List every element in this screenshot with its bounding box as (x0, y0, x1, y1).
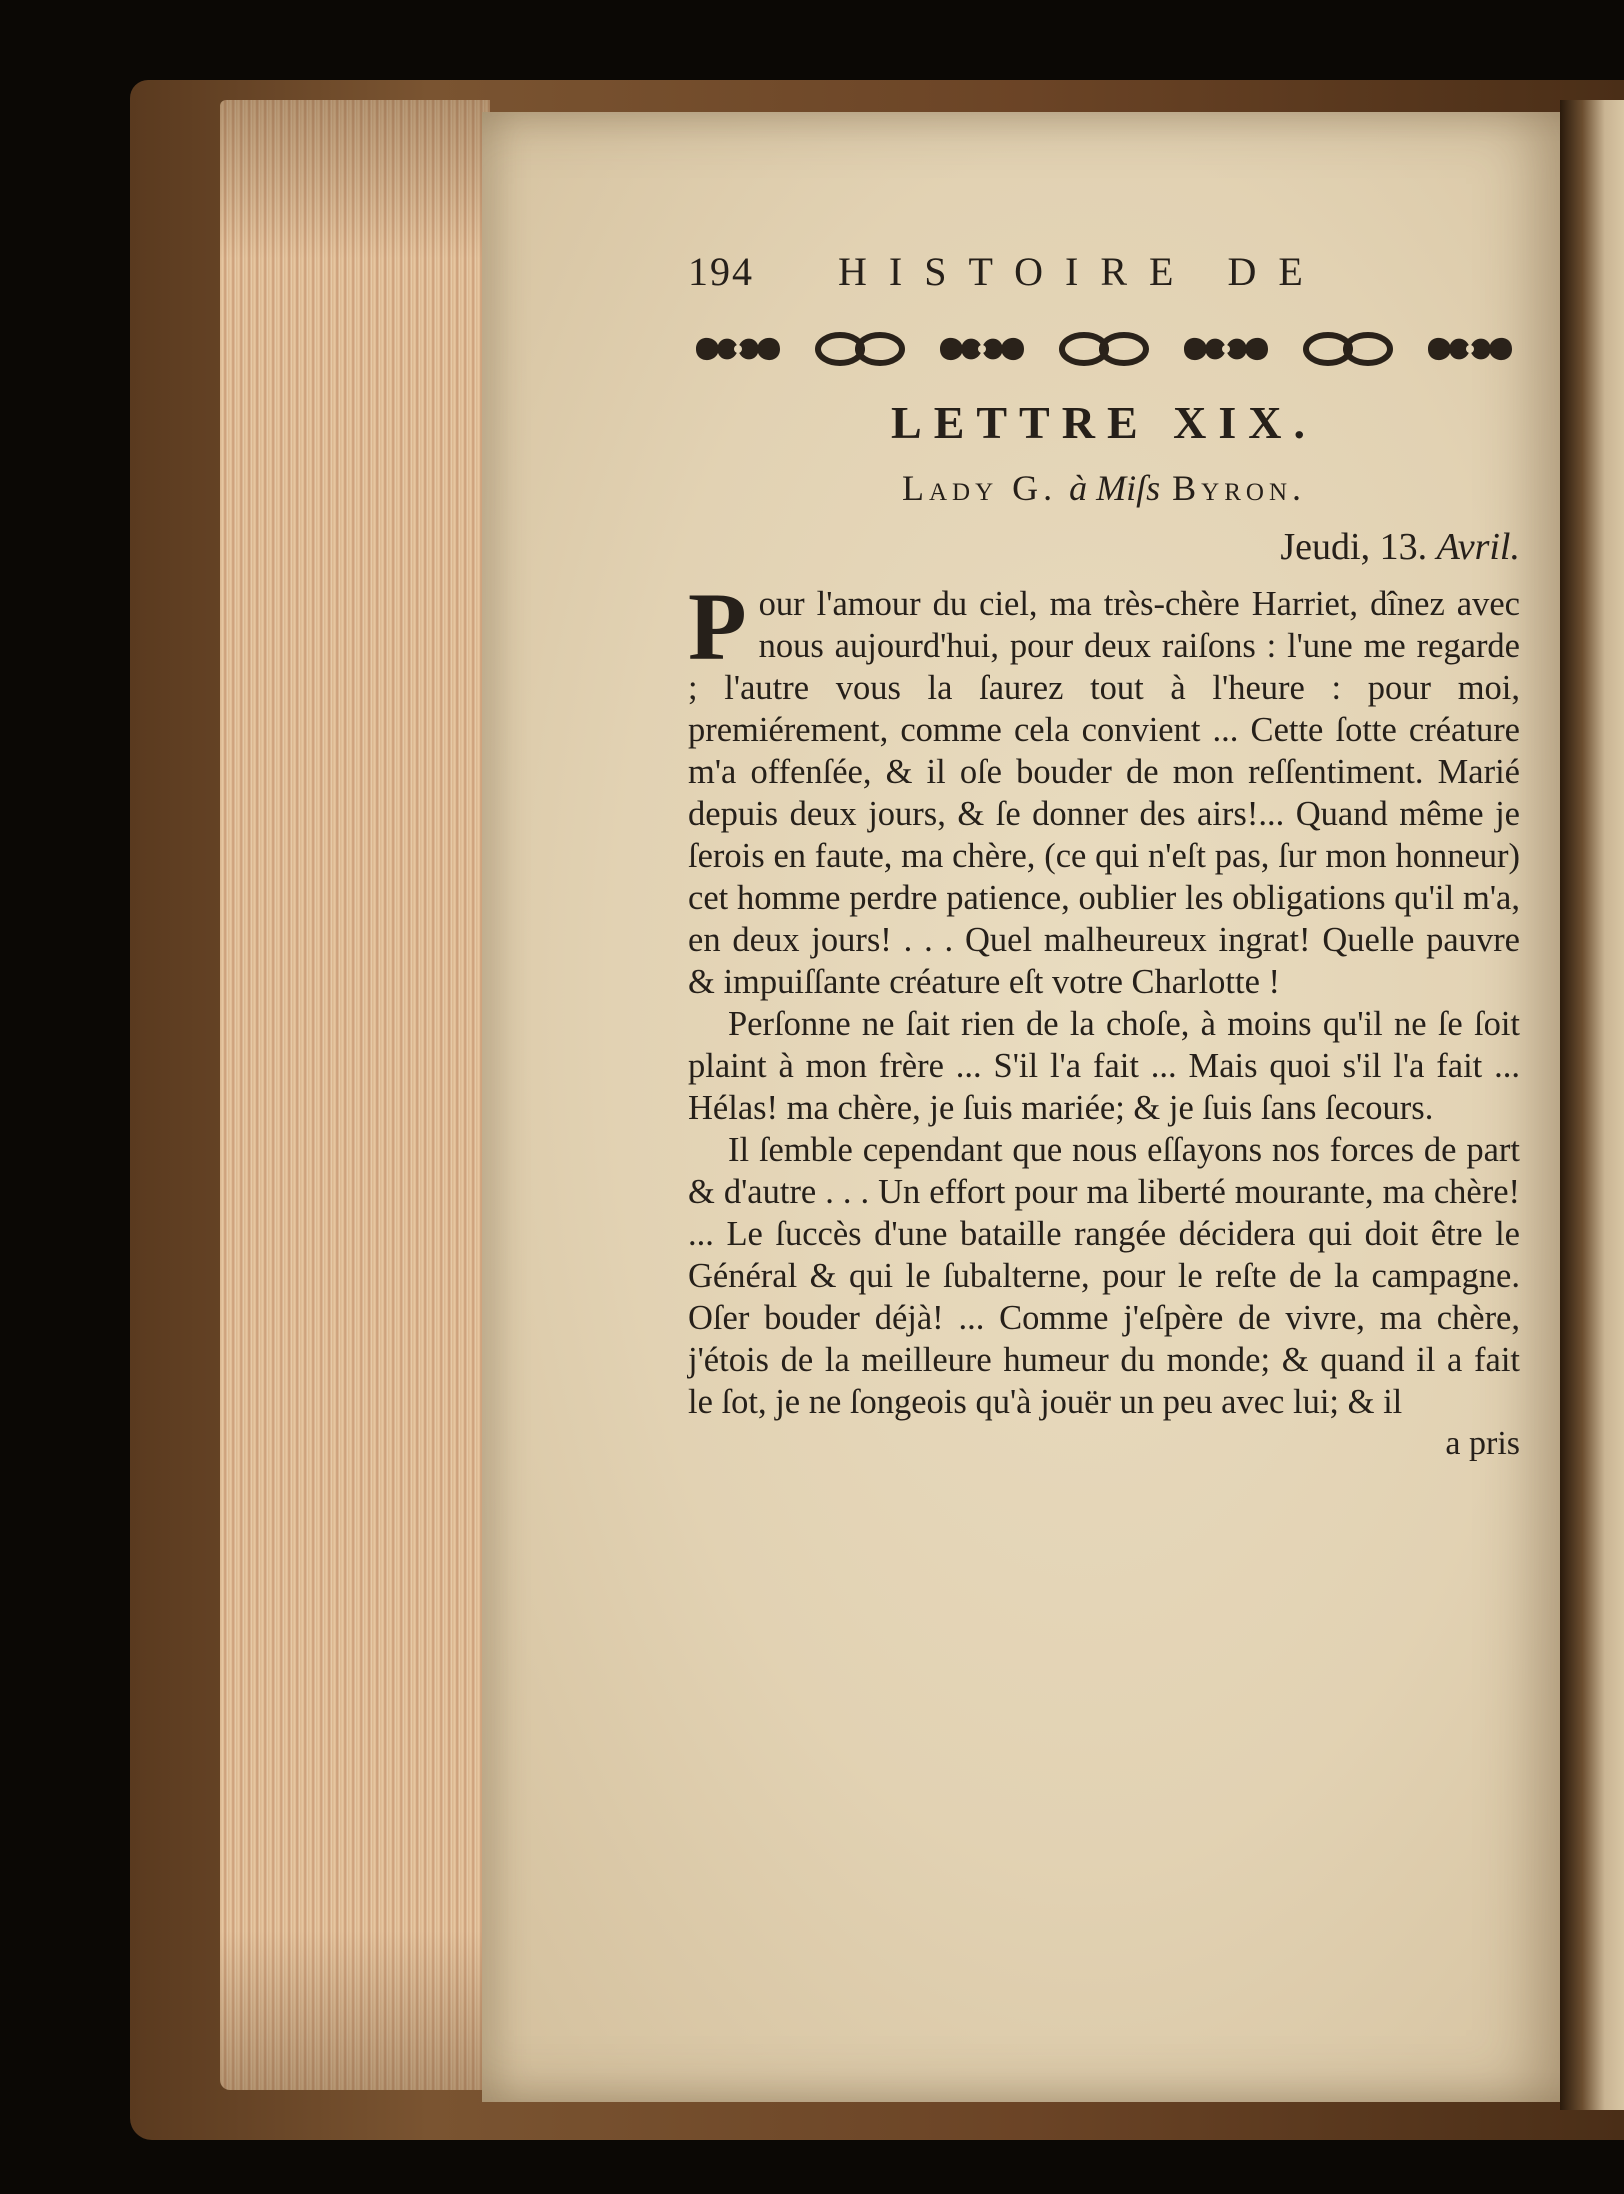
catchword: a pris (1445, 1425, 1520, 1462)
page-header (688, 248, 1520, 304)
fleuron-ornament-icon (1420, 329, 1520, 369)
fleuron-ornament-icon (1176, 329, 1276, 369)
page-text (688, 248, 1520, 1463)
paragraph: Perſonne ne ſait rien de la choſe, à moins qu'il ne ſe ſoit plaint à mon frère ... S'il l'a fait ... Mais quoi s'il l'a fait ... Hélas! ma chère, je ſuis mariée; & je ſuis ſans ſecours. (688, 1005, 1520, 1127)
paragraph (688, 573, 1520, 1003)
date-month: Avril. (1436, 526, 1520, 568)
paragraph: Il ſemble cependant que nous eſſayons nos forces de part & d'autre . . . Un effort pour ma liberté mourante, ma chère! ... Le ſuccès d'une bataille rangée décidera qui doit être le Général & qui le ſubalterne, pour le reſte de la campagne. Oſer bouder déjà! ... Comme j'eſpère de vivre, ma chère, j'étois de la meilleure humeur du monde; & quand il a fait le ſot, je ne ſongeois qu'à jouër un peu avec lui; & il (688, 1131, 1520, 1421)
letter-title: LETTRE XIX. (891, 397, 1317, 448)
book-gutter (1560, 100, 1624, 2110)
running-head: HISTOIRE DE (838, 249, 1325, 294)
drop-cap: P (688, 573, 747, 680)
fleuron-ornament-icon (1054, 329, 1154, 369)
fleuron-ornament-icon (810, 329, 910, 369)
ornament-band (688, 326, 1520, 372)
letter-body (688, 573, 1520, 1423)
salutation-to: à Miſs (1069, 468, 1161, 508)
salutation-sender: Lady G. (901, 468, 1058, 508)
page-number: 194 (688, 249, 754, 294)
letter-salutation (688, 467, 1520, 509)
salutation-recipient: Byron. (1172, 468, 1307, 508)
paragraph-text: our l'amour du ciel, ma très-chère Harriet, dînez avec nous aujourd'hui, pour deux raiſons : l'une me regarde ; l'autre vous la ſaurez tout à l'heure : pour moi, premiérement, comme cela convient ... Cette ſotte créature m'a offenſée, & il oſe bouder de mon reſſentiment. Marié depuis deux jours, & ſe donner des airs!... Quand même je ſerois en faute, ma chère, (ce qui n'eſt pas, ſur mon honneur) cet homme perdre patience, oublier les obligations qu'il m'a, en deux jours! . . . Quel malheureux ingrat! Quelle pauvre & impuiſſante créature eſt votre Charlotte ! (688, 585, 1520, 1001)
fleuron-ornament-icon (932, 329, 1032, 369)
fleuron-ornament-icon (1298, 329, 1398, 369)
letter-date (688, 525, 1520, 569)
date-day: Jeudi, 13. (1280, 526, 1428, 568)
fleuron-ornament-icon (688, 329, 788, 369)
page-block-edge (220, 100, 490, 2090)
